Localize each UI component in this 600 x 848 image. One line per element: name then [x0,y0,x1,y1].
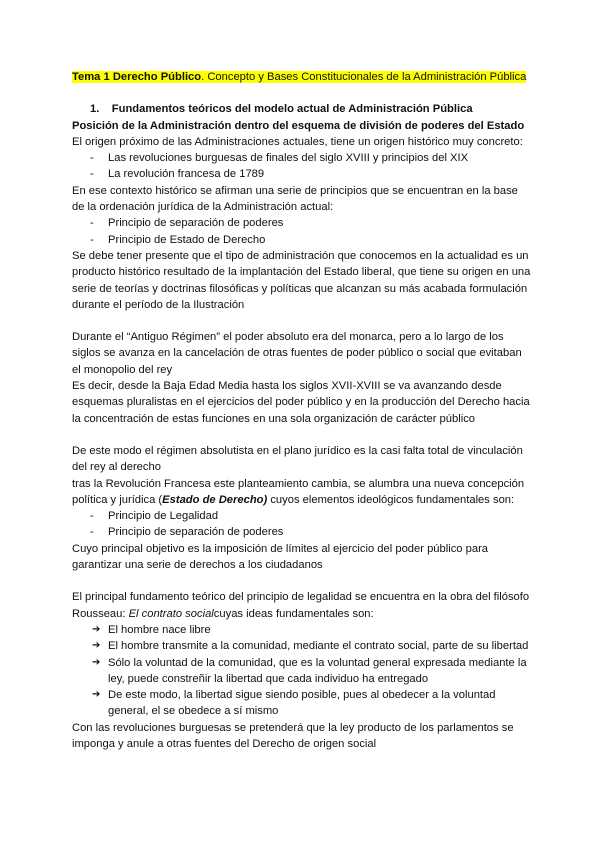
section-subheading: Posición de la Administración dentro del esquema de división de poderes del Estado [72,119,525,132]
list-item: ➔ El hombre nace libre [72,622,532,638]
paragraph-1: El origen próximo de las Administraciones actuales, tiene un origen histórico muy concreto: [72,135,523,148]
paragraph-4: Durante el “Antiguo Régimen” el poder absoluto era del monarca, pero a lo largo de los siglos se avanza en la cancelación de otras fuentes de poder público o social que evitaban el monopolio del rey [72,331,522,376]
list-item: - Las revoluciones burguesas de finales del siglo XVIII y principios del XIX [90,152,469,165]
section-heading [72,101,532,117]
arrow-icon: ➔ [92,640,101,652]
list-3 [72,508,532,541]
list-1 [72,150,532,183]
estado-de-derecho-emphasis: Estado de Derecho) [162,493,268,506]
list-item: ➔ Sólo la voluntad de la comunidad, que es la voluntad general expresada mediante la ley, puede constreñir la libertad que cada individuo ha entregado [92,656,527,685]
paragraph-10: Con las revoluciones burguesas se pretenderá que la ley producto de los parlamentos se imponga y anule a otras fuentes del Derecho de origen social [72,721,514,750]
list-item: - La revolución francesa de 1789 [90,168,265,181]
document-page [72,69,532,752]
paragraph-3: Se debe tener presente que el tipo de administración que conocemos en la actualidad es un producto histórico resultado de la implantación del Estado liberal, que tiene su origen en una serie de teorías y doctrinas filosóficas y políticas que alcanzan su más acabada formulación durante el período de la Ilustración [72,249,531,311]
title-rest: . Concepto y Bases Constitucionales de la Administración Pública [201,71,527,83]
arrow-icon: ➔ [92,623,101,635]
arrow-icon: ➔ [92,656,101,668]
list-item: - Principio de Estado de Derecho [90,233,266,246]
list-item: ➔ El hombre transmite a la comunidad, mediante el contrato social, parte de su libertad [72,638,532,654]
section-heading-text: Fundamentos teóricos del modelo actual de Administración Pública [111,103,473,116]
section-number: 1. [90,103,100,116]
paragraph-9: El principal fundamento teórico del principio de legalidad se encuentra en la obra del filósofo Rousseau: El contrato socialcuyas ideas fundamentales son: [72,591,530,620]
paragraph-5: Es decir, desde la Baja Edad Media hasta los siglos XVII-XVIII se va avanzando desde esquemas pluralistas en el ejercicios del poder público y en la producción del Derecho hacia la concentración de estas funciones en una sola organización de carácter público [72,380,530,425]
list-item: - Principio de Legalidad [90,510,219,523]
paragraph-2: En ese contexto histórico se afirman una serie de principios que se encuentran en la base de la ordenación jurídica de la Administración actual: [72,184,518,214]
title-bold: Tema 1 Derecho Público [72,71,202,83]
list-item: ➔ De este modo, la libertad sigue siendo posible, pues al obedecer a la voluntad general, el se obedece a sí mismo [92,689,496,718]
paragraph-6: De este modo el régimen absolutista en el plano jurídico es la casi falta total de vinculación del rey al derecho [72,444,523,474]
contrato-social-emphasis: El contrato social [128,607,214,620]
document-title [72,69,532,85]
paragraph-7: tras la Revolución Francesa este planteamiento cambia, se alumbra una nueva concepción política y jurídica (Estado de Derecho) cuyos elementos ideológicos fundamentales son: [72,477,525,506]
list-4 [72,622,532,720]
arrow-icon: ➔ [92,689,101,701]
list-item: - Principio de separación de poderes [90,526,284,539]
list-2 [72,215,532,248]
list-item: - Principio de separación de poderes [90,217,284,230]
paragraph-8: Cuyo principal objetivo es la imposición de límites al ejercicio del poder público para garantizar una serie de derechos a los ciudadanos [72,542,489,572]
